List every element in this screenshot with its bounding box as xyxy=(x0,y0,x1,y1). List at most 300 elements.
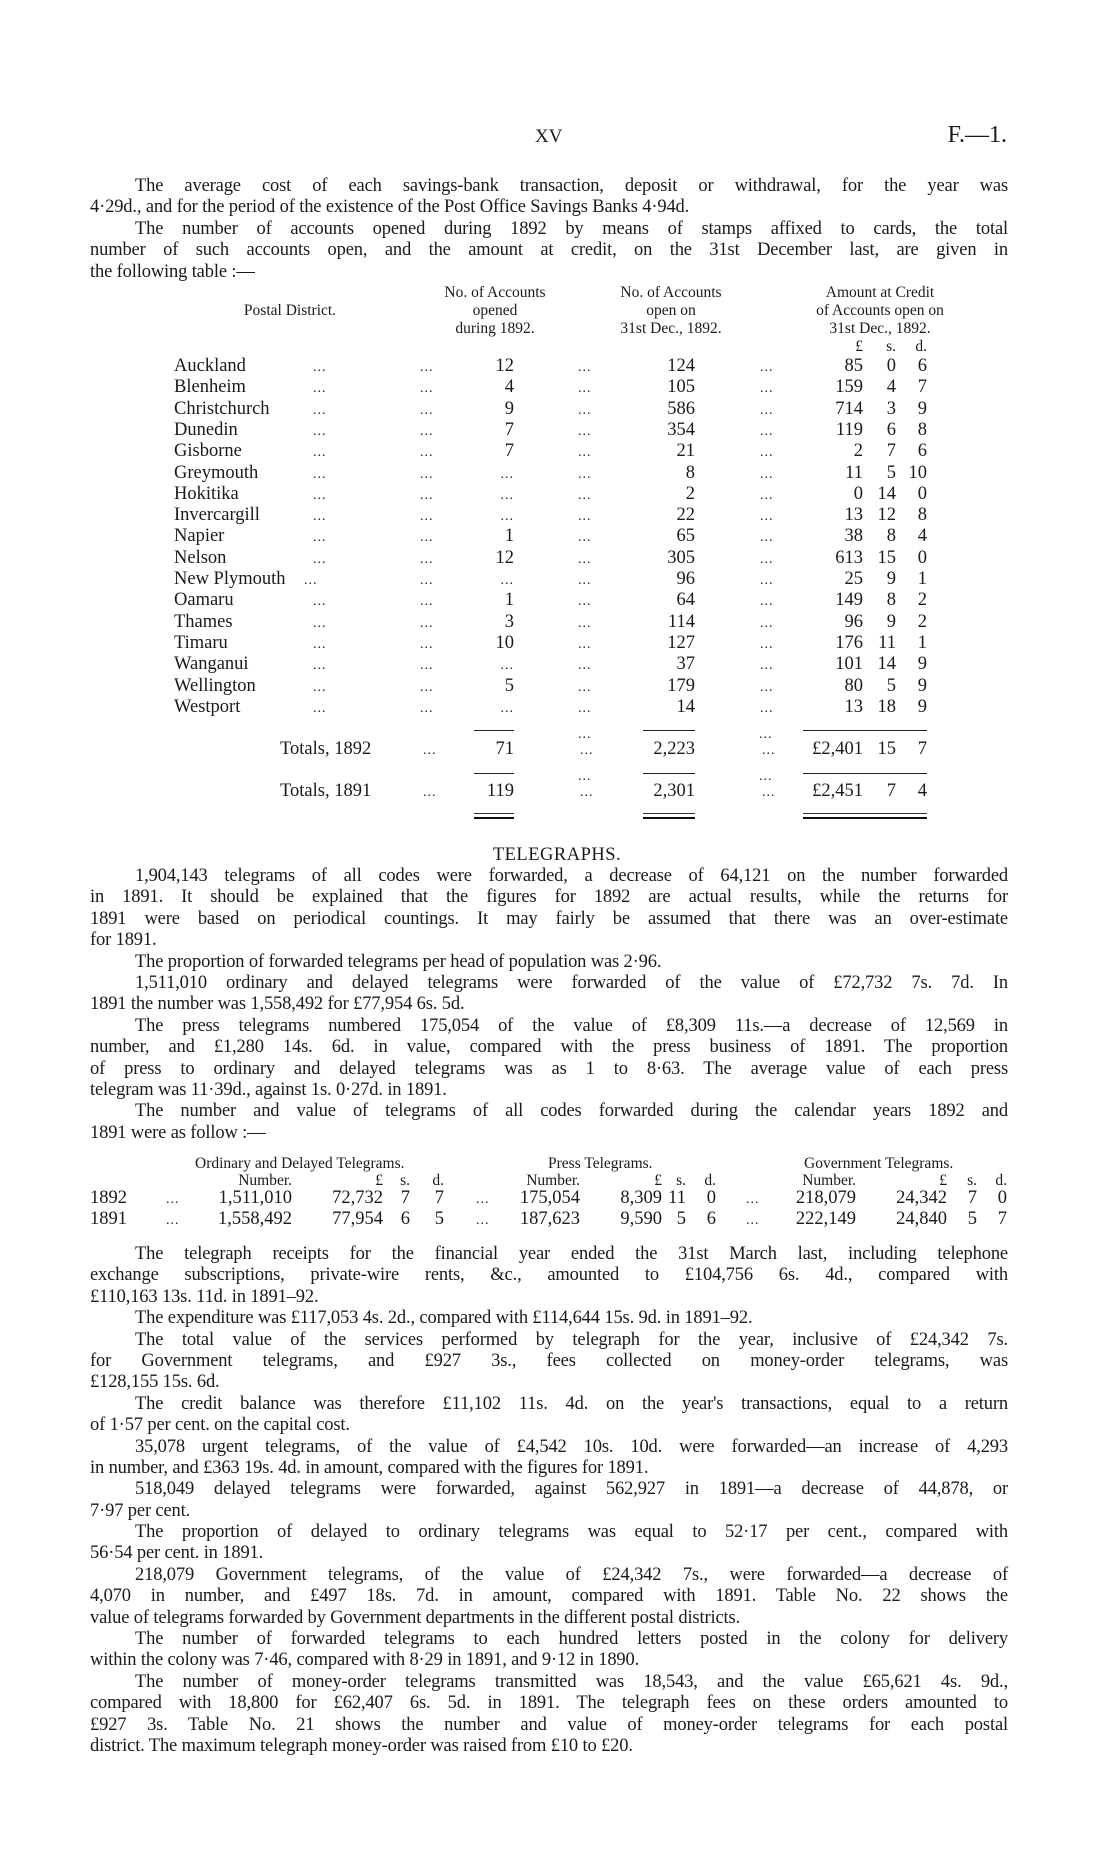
leader-dots xyxy=(760,548,774,570)
paragraph-line: The credit balance was therefore £11,102 11s. 4d. on the year's transactions, equal to a return xyxy=(135,1393,1008,1414)
subheader-number: Number. xyxy=(802,1172,856,1189)
header-line: during 1892. xyxy=(455,320,535,337)
accounts-opened: 1 xyxy=(504,590,514,611)
total-accounts-opened: 71 xyxy=(495,739,514,759)
paragraph-line: 56·54 per cent. in 1891. xyxy=(90,1543,264,1564)
credit-pence: 2 xyxy=(917,590,927,611)
paragraph-line: number of such accounts open, and the amount at credit, on the 31st December last, are given in xyxy=(90,240,1008,261)
totals-label: Totals, 1892 xyxy=(280,739,372,759)
header-line: 31st Dec., 1892. xyxy=(829,320,931,337)
paragraph-line: 218,079 Government telegrams, of the value of £24,342 7s., were forwarded—a decrease of xyxy=(135,1564,1008,1585)
section-heading-telegraphs: TELEGRAPHS. xyxy=(492,845,622,865)
leader-dots xyxy=(578,697,592,719)
accounts-opened: 9 xyxy=(504,398,514,419)
paragraph-line: 1891 the number was 1,558,492 for £77,954 6s. 5d. xyxy=(90,994,465,1015)
credit-shillings: 11 xyxy=(878,632,896,653)
leader-dots xyxy=(313,697,327,719)
group-government: Government Telegrams. xyxy=(804,1155,954,1172)
paragraph-line: 1891 were based on periodical countings. It may fairly be assumed that there was an over-estimate xyxy=(90,908,1008,929)
leader-dots xyxy=(166,1209,180,1231)
credit-pounds: 149 xyxy=(835,590,863,611)
total-accounts-open: 2,223 xyxy=(653,739,695,759)
header-pence: d. xyxy=(915,338,927,355)
total-credit-pounds: £2,401 xyxy=(812,739,863,759)
leader-dots xyxy=(420,441,434,463)
leader-dots xyxy=(420,697,434,719)
ord-shillings: 7 xyxy=(400,1188,410,1208)
total-credit-shillings: 15 xyxy=(877,739,896,759)
paragraph-line: 1,511,010 ordinary and delayed telegrams were forwarded of the value of £72,732 7s. 7d. In xyxy=(135,972,1008,993)
district-name: Dunedin xyxy=(174,419,238,440)
paragraph-line: number, and £1,280 14s. 6d. in value, compared with the press business of 1891. The proportion xyxy=(90,1037,1008,1058)
credit-pounds: 96 xyxy=(844,611,863,632)
district-name: Blenheim xyxy=(174,377,246,398)
credit-shillings: 9 xyxy=(886,569,896,589)
credit-pounds: 714 xyxy=(835,398,863,419)
credit-shillings: 8 xyxy=(886,526,896,547)
accounts-open: 21 xyxy=(676,441,695,462)
accounts-open: 354 xyxy=(667,419,695,440)
leader-dots xyxy=(578,526,592,548)
header-line: open on xyxy=(646,302,696,319)
subheader-shillings: s. xyxy=(676,1172,686,1189)
paragraph-line: £128,155 15s. 6d. xyxy=(90,1372,220,1393)
accounts-open: 65 xyxy=(676,526,695,547)
double-rule xyxy=(643,813,695,819)
leader-dots xyxy=(578,420,592,442)
header-amount-credit xyxy=(780,284,980,338)
credit-pounds: 11 xyxy=(845,462,863,483)
paragraph-line: in 1891. It should be explained that the figures for 1892 are actual results, while the returns for xyxy=(90,887,1008,908)
totals-label: Totals, 1891 xyxy=(280,781,372,801)
total-credit-pence: 4 xyxy=(917,781,927,801)
paragraph-line: telegram was 11·39d., against 1s. 0·27d. in 1891. xyxy=(90,1079,447,1100)
header-accounts-opened xyxy=(420,284,570,338)
paragraph-line: £927 3s. Table No. 21 shows the number and value of money-order telegrams for each postal xyxy=(90,1714,1008,1735)
credit-pounds: 13 xyxy=(844,505,863,526)
gov-pence: 7 xyxy=(997,1209,1007,1230)
leader-dots xyxy=(760,441,774,463)
leader-dots xyxy=(313,441,327,463)
leader-dots xyxy=(313,612,327,634)
paragraph-line: for Government telegrams, and £927 3s., fees collected on money-order telegrams, was xyxy=(90,1350,1008,1371)
leader-dots xyxy=(476,1209,490,1231)
leader-dots xyxy=(759,724,773,745)
accounts-open: 8 xyxy=(685,462,695,483)
header-shillings: s. xyxy=(886,338,896,355)
ord-shillings: 6 xyxy=(400,1209,410,1230)
subheader-pounds: £ xyxy=(375,1172,383,1189)
leader-dots xyxy=(313,356,327,378)
district-name: Thames xyxy=(174,611,233,632)
district-name: Wanganui xyxy=(174,654,249,675)
credit-shillings: 9 xyxy=(886,611,896,632)
year: 1891 xyxy=(90,1209,127,1230)
credit-shillings: 12 xyxy=(877,505,896,526)
rule xyxy=(474,773,514,774)
leader-dots xyxy=(760,399,774,421)
accounts-open: 179 xyxy=(667,675,695,696)
leader-dots xyxy=(578,633,592,655)
press-pounds: 8,309 xyxy=(620,1188,662,1208)
leader-dots xyxy=(420,654,434,676)
district-name: Nelson xyxy=(174,547,227,568)
leader-dots xyxy=(760,590,774,612)
press-shillings: 5 xyxy=(676,1209,686,1230)
accounts-opened xyxy=(501,505,515,527)
header-accounts-open xyxy=(596,284,746,338)
gov-pounds: 24,342 xyxy=(896,1188,947,1208)
credit-shillings: 4 xyxy=(886,377,896,398)
district-name: New Plymouth xyxy=(174,569,286,589)
leader-dots xyxy=(746,1188,760,1210)
credit-pounds: 38 xyxy=(844,526,863,547)
header-line: No. of Accounts xyxy=(444,284,546,301)
district-name: Oamaru xyxy=(174,590,234,611)
ord-pence: 7 xyxy=(434,1188,444,1208)
leader-dots xyxy=(420,463,434,485)
credit-pence: 9 xyxy=(917,675,927,696)
leader-dots xyxy=(420,633,434,655)
gov-shillings: 7 xyxy=(967,1188,977,1208)
subheader-shillings: s. xyxy=(967,1172,977,1189)
leader-dots xyxy=(578,505,592,527)
leader-dots xyxy=(760,697,774,719)
district-name: Christchurch xyxy=(174,398,270,419)
leader-dots xyxy=(760,654,774,676)
credit-shillings: 18 xyxy=(877,696,896,717)
accounts-opened: 1 xyxy=(504,526,514,547)
accounts-open: 22 xyxy=(676,505,695,526)
leader-dots xyxy=(760,484,774,506)
intro-paragraphs xyxy=(90,176,1008,283)
leader-dots xyxy=(313,590,327,612)
accounts-open: 305 xyxy=(667,547,695,568)
credit-shillings: 5 xyxy=(886,462,896,483)
header-line: No. of Accounts xyxy=(620,284,722,301)
total-credit-pence: 7 xyxy=(917,739,927,759)
credit-shillings: 5 xyxy=(886,675,896,696)
credit-pounds: 176 xyxy=(835,632,863,653)
district-name: Timaru xyxy=(174,632,228,653)
accounts-opened: 4 xyxy=(504,377,514,398)
leader-dots xyxy=(578,441,592,463)
credit-pence: 1 xyxy=(917,569,927,589)
rule xyxy=(474,730,514,731)
leader-dots xyxy=(313,463,327,485)
paragraph-line: 1891 were as follow :— xyxy=(90,1122,266,1143)
leader-dots xyxy=(313,654,327,676)
leader-dots xyxy=(578,356,592,378)
leader-dots xyxy=(313,484,327,506)
paragraph-line: value of telegrams forwarded by Government departments in the different postal districts. xyxy=(90,1607,741,1628)
accounts-opened: 7 xyxy=(504,419,514,440)
ord-number: 1,511,010 xyxy=(218,1188,292,1208)
gov-pounds: 24,840 xyxy=(896,1209,947,1230)
district-name: Hokitika xyxy=(174,483,239,504)
leader-dots xyxy=(420,612,434,634)
header-line: Amount at Credit xyxy=(825,284,935,301)
paragraph-line: 518,049 delayed telegrams were forwarded, against 562,927 in 1891—a decrease of 44,878, or xyxy=(135,1479,1008,1500)
accounts-opened xyxy=(501,484,515,506)
paragraph-line: 4,070 in number, and £497 18s. 7d. in amount, compared with 1891. Table No. 22 shows the xyxy=(90,1586,1008,1607)
leader-dots xyxy=(476,1188,490,1210)
paragraph-line: of 1·57 per cent. on the capital cost. xyxy=(90,1415,350,1436)
accounts-open: 2 xyxy=(685,483,695,504)
credit-shillings: 0 xyxy=(886,356,896,376)
double-rule xyxy=(474,813,514,819)
accounts-opened xyxy=(501,569,515,591)
paragraph-line: 35,078 urgent telegrams, of the value of £4,542 10s. 10d. were forwarded—an increase of 4,293 xyxy=(135,1436,1008,1457)
paragraph-line: compared with 18,800 for £62,407 6s. 5d. in 1891. The telegraph fees on these orders amounted to xyxy=(90,1693,1008,1714)
credit-pence: 8 xyxy=(917,419,927,440)
paragraph-line: in number, and £363 19s. 4d. in amount, compared with the figures for 1891. xyxy=(90,1457,649,1478)
leader-dots xyxy=(760,676,774,698)
credit-shillings: 8 xyxy=(886,590,896,611)
leader-dots xyxy=(578,724,592,745)
subheader-number: Number. xyxy=(238,1172,292,1189)
leader-dots xyxy=(760,526,774,548)
paragraph-line: The number of accounts opened during 1892 by means of stamps affixed to cards, the total xyxy=(135,218,1008,239)
paragraph-line: 1,904,143 telegrams of all codes were forwarded, a decrease of 64,121 on the number forwarded xyxy=(135,866,1008,886)
credit-pounds: 0 xyxy=(853,483,863,504)
press-number: 175,054 xyxy=(519,1188,580,1208)
group-press: Press Telegrams. xyxy=(548,1155,653,1172)
leader-dots xyxy=(420,399,434,421)
district-name: Greymouth xyxy=(174,462,259,483)
header-line: 31st Dec., 1892. xyxy=(620,320,722,337)
paragraph-line: The number and value of telegrams of all codes forwarded during the calendar years 1892 and xyxy=(135,1101,1008,1122)
leader-dots xyxy=(760,356,774,378)
paragraph-line: district. The maximum telegraph money-order was raised from £10 to £20. xyxy=(90,1735,633,1756)
accounts-open: 114 xyxy=(667,611,695,632)
leader-dots xyxy=(760,569,774,591)
ord-pounds: 72,732 xyxy=(332,1188,383,1208)
leader-dots xyxy=(578,590,592,612)
credit-shillings: 15 xyxy=(877,547,896,568)
subheader-pence: d. xyxy=(704,1172,716,1189)
gov-pence: 0 xyxy=(997,1188,1007,1208)
leader-dots xyxy=(578,766,592,787)
leader-dots xyxy=(760,633,774,655)
leader-dots xyxy=(578,612,592,634)
credit-pence: 6 xyxy=(917,441,927,462)
accounts-opened: 12 xyxy=(495,547,514,568)
telegraphs-paragraphs-b xyxy=(90,1244,1008,1757)
credit-pence: 2 xyxy=(917,611,927,632)
leader-dots xyxy=(760,420,774,442)
district-name: Invercargill xyxy=(174,505,260,526)
credit-shillings: 7 xyxy=(886,441,896,462)
credit-pence: 9 xyxy=(917,398,927,419)
credit-pence: 7 xyxy=(917,377,927,398)
district-name: Auckland xyxy=(174,356,246,376)
press-pence: 6 xyxy=(706,1209,716,1230)
page-number: XV xyxy=(535,126,563,147)
leader-dots xyxy=(166,1188,180,1210)
paragraph-line: The average cost of each savings-bank transaction, deposit or withdrawal, for the year was xyxy=(135,176,1008,196)
accounts-opened: 12 xyxy=(495,356,514,376)
accounts-opened: 10 xyxy=(495,632,514,653)
credit-pounds: 80 xyxy=(844,675,863,696)
leader-dots xyxy=(578,399,592,421)
accounts-open: 14 xyxy=(676,696,695,717)
accounts-opened: 7 xyxy=(504,441,514,462)
leader-dots xyxy=(578,463,592,485)
press-pounds: 9,590 xyxy=(620,1209,662,1230)
leader-dots xyxy=(313,420,327,442)
credit-pence: 6 xyxy=(917,356,927,376)
press-number: 187,623 xyxy=(519,1209,580,1230)
leader-dots xyxy=(423,781,437,803)
header-line: of Accounts open on xyxy=(816,302,944,319)
subheader-pence: d. xyxy=(995,1172,1007,1189)
credit-pounds: 159 xyxy=(835,377,863,398)
credit-pence: 10 xyxy=(908,462,927,483)
paragraph-line: The expenditure was £117,053 4s. 2d., compared with £114,644 15s. 9d. in 1891–92. xyxy=(135,1308,753,1329)
leader-dots xyxy=(420,505,434,527)
gov-number: 222,149 xyxy=(795,1209,856,1230)
credit-pounds: 101 xyxy=(835,654,863,675)
paragraph-line: The press telegrams numbered 175,054 of the value of £8,309 11s.—a decrease of 12,569 in xyxy=(135,1015,1008,1036)
leader-dots xyxy=(759,766,773,787)
header-pounds: £ xyxy=(855,338,863,355)
paragraph-line: within the colony was 7·46, compared with 8·29 in 1891, and 9·12 in 1890. xyxy=(90,1650,640,1671)
paragraph-line: The total value of the services performed by telegraph for the year, inclusive of £24,342 7s. xyxy=(135,1329,1008,1350)
accounts-open: 586 xyxy=(667,398,695,419)
credit-pounds: 2 xyxy=(853,441,863,462)
subheader-pence: d. xyxy=(432,1172,444,1189)
accounts-open: 124 xyxy=(667,356,695,376)
rule xyxy=(803,730,927,731)
ord-number: 1,558,492 xyxy=(218,1209,292,1230)
leader-dots xyxy=(578,569,592,591)
paragraph-line: for 1891. xyxy=(90,930,157,951)
paragraph-line: exchange subscriptions, private-wire rents, &c., amounted to £104,756 6s. 4d., compared with xyxy=(90,1265,1008,1286)
leader-dots xyxy=(746,1209,760,1231)
leader-dots xyxy=(578,484,592,506)
leader-dots xyxy=(313,377,327,399)
paragraph-line: The number of forwarded telegrams to each hundred letters posted in the colony for delivery xyxy=(135,1629,1008,1650)
credit-pounds: 25 xyxy=(844,569,863,589)
credit-pounds: 85 xyxy=(844,356,863,376)
credit-pence: 1 xyxy=(917,632,927,653)
leader-dots xyxy=(304,569,318,591)
leader-dots xyxy=(420,548,434,570)
credit-pence: 8 xyxy=(917,505,927,526)
paragraph-line: 7·97 per cent. xyxy=(90,1500,191,1521)
paragraph-line: The proportion of forwarded telegrams per head of population was 2·96. xyxy=(135,951,662,972)
leader-dots xyxy=(578,377,592,399)
credit-pounds: 613 xyxy=(835,547,863,568)
credit-shillings: 3 xyxy=(886,398,896,419)
paragraph-line: the following table :— xyxy=(90,261,255,282)
credit-pence: 0 xyxy=(917,483,927,504)
paragraph-line: The telegraph receipts for the financial year ended the 31st March last, including telephone xyxy=(135,1244,1008,1264)
leader-dots xyxy=(420,377,434,399)
district-name: Wellington xyxy=(174,675,256,696)
gov-number: 218,079 xyxy=(795,1188,856,1208)
ord-pounds: 77,954 xyxy=(332,1209,383,1230)
total-credit-shillings: 7 xyxy=(886,781,896,801)
leader-dots xyxy=(313,633,327,655)
leader-dots xyxy=(420,569,434,591)
accounts-opened: 5 xyxy=(504,675,514,696)
press-pence: 0 xyxy=(706,1188,716,1208)
leader-dots xyxy=(578,654,592,676)
year: 1892 xyxy=(90,1188,127,1208)
header-line: opened xyxy=(472,302,518,319)
leader-dots xyxy=(313,526,327,548)
paragraph-line: £110,163 13s. 11d. in 1891–92. xyxy=(90,1286,319,1307)
leader-dots xyxy=(578,548,592,570)
credit-pence: 9 xyxy=(917,696,927,717)
accounts-open: 127 xyxy=(667,632,695,653)
accounts-open: 96 xyxy=(676,569,695,589)
accounts-open: 37 xyxy=(676,654,695,675)
rule xyxy=(643,773,695,774)
rule xyxy=(803,773,927,774)
leader-dots xyxy=(760,505,774,527)
district-name: Westport xyxy=(174,696,241,717)
credit-pounds: 119 xyxy=(835,419,863,440)
leader-dots xyxy=(423,739,437,761)
document-reference: F.—1. xyxy=(947,122,1007,148)
accounts-opened xyxy=(501,654,515,676)
subheader-number: Number. xyxy=(526,1172,580,1189)
leader-dots xyxy=(420,356,434,378)
leader-dots xyxy=(420,676,434,698)
accounts-open: 64 xyxy=(676,590,695,611)
header-postal-district: Postal District. xyxy=(243,302,337,319)
total-credit-pounds: £2,451 xyxy=(812,781,863,801)
total-accounts-opened: 119 xyxy=(486,781,514,801)
leader-dots xyxy=(313,548,327,570)
accounts-opened: 3 xyxy=(504,611,514,632)
group-ordinary: Ordinary and Delayed Telegrams. xyxy=(195,1155,405,1172)
rule xyxy=(643,730,695,731)
leader-dots xyxy=(313,676,327,698)
paragraph-line: 4·29d., and for the period of the existence of the Post Office Savings Banks 4·94d. xyxy=(90,197,690,218)
leader-dots xyxy=(313,505,327,527)
accounts-opened xyxy=(501,463,515,485)
accounts-opened xyxy=(501,697,515,719)
press-shillings: 11 xyxy=(668,1188,686,1208)
double-rule xyxy=(803,813,927,819)
telegraphs-paragraphs-a xyxy=(90,866,1008,1144)
district-name: Napier xyxy=(174,526,225,547)
paragraph-line: of press to ordinary and delayed telegrams was as 1 to 8·63. The average value of each press xyxy=(90,1058,1008,1079)
leader-dots xyxy=(760,463,774,485)
leader-dots xyxy=(578,676,592,698)
leader-dots xyxy=(420,420,434,442)
leader-dots xyxy=(760,377,774,399)
leader-dots xyxy=(420,590,434,612)
credit-shillings: 6 xyxy=(886,419,896,440)
credit-pounds: 13 xyxy=(844,696,863,717)
district-name: Gisborne xyxy=(174,441,242,462)
leader-dots xyxy=(420,484,434,506)
leader-dots xyxy=(420,526,434,548)
leader-dots xyxy=(760,612,774,634)
total-accounts-open: 2,301 xyxy=(653,781,695,801)
paragraph-line: The number of money-order telegrams transmitted was 18,543, and the value £65,621 4s. 9d., xyxy=(135,1671,1008,1692)
subheader-pounds: £ xyxy=(654,1172,662,1189)
credit-pence: 4 xyxy=(917,526,927,547)
credit-pence: 9 xyxy=(917,654,927,675)
subheader-pounds: £ xyxy=(939,1172,947,1189)
accounts-open: 105 xyxy=(667,377,695,398)
